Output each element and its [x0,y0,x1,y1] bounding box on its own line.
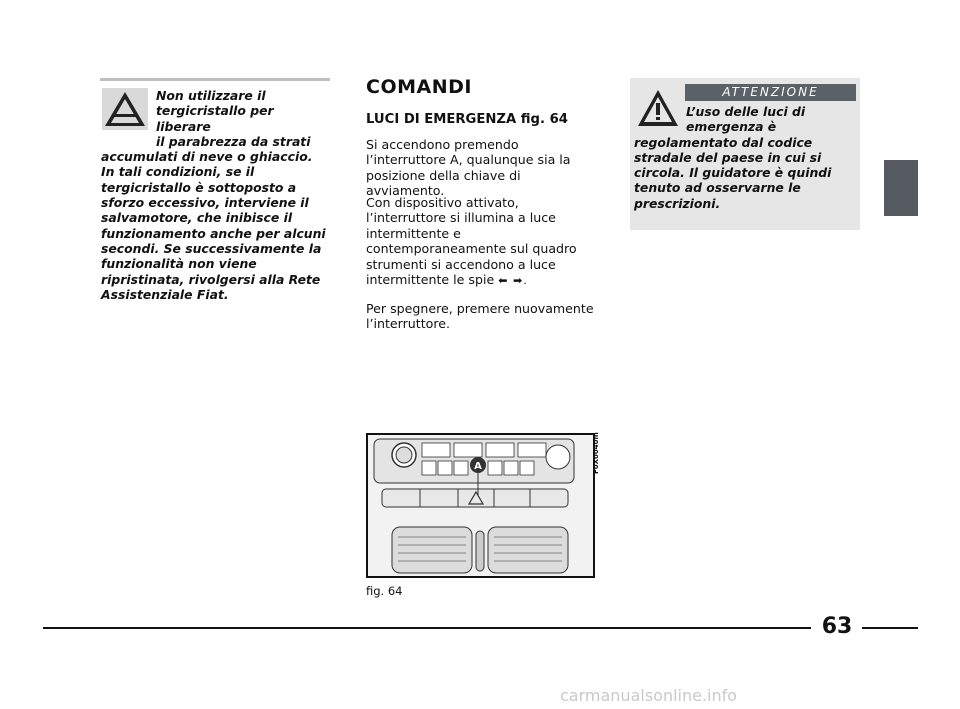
attention-text: L’uso delle luci di emergenza è regolamentato dal codice stradale del paese in cui si circola. Il guidatore è quindi tenuto ad osservarne le prescrizioni. [634,104,832,211]
footer-rule-left [43,627,811,629]
paragraph-1: Si accendono premendo l’interruttore A, qualunque sia la posizione della chiave di avviamento. [366,137,571,199]
left-warning-rule [100,78,330,81]
turn-signal-icons: ⬅ ➡. [498,274,528,288]
dashboard-illustration [368,435,593,576]
figure-code: F0X0040m [592,432,600,474]
watermark: carmanualsonline.info [560,686,738,705]
marker-a: A [474,461,482,472]
section-subtitle: LUCI DI EMERGENZA fig. 64 [366,112,568,127]
left-warning-text: Non utilizzare il tergicristallo per liberare il parabrezza da strati accumulati di neve o ghiaccio. In tali condizioni, se il tergicristallo è sottoposto a sforzo eccessivo, interviene il salvamotore, che inibisce il funzionamento anche per alcuni secondi. Se successivamente la funzionalità non viene ripristinata, rivolgersi alla Rete Assistenziale Fiat. [101,88,326,302]
page-number: 63 [821,614,853,639]
section-tab-marker [884,160,918,216]
footer-rule-right [862,627,918,629]
figure-caption: fig. 64 [366,584,403,598]
paragraph-3: Per spegnere, premere nuovamente l’interruttore. [366,301,594,332]
section-title: COMANDI [366,76,472,98]
attention-label: ATTENZIONE [685,84,856,101]
figure-image [366,433,595,578]
paragraph-2: Con dispositivo attivato, l’interruttore si illumina a luce intermittente e contemporaneamente sul quadro strumenti si accendono a luce intermittente le spie ⬅ ➡. [366,195,577,288]
